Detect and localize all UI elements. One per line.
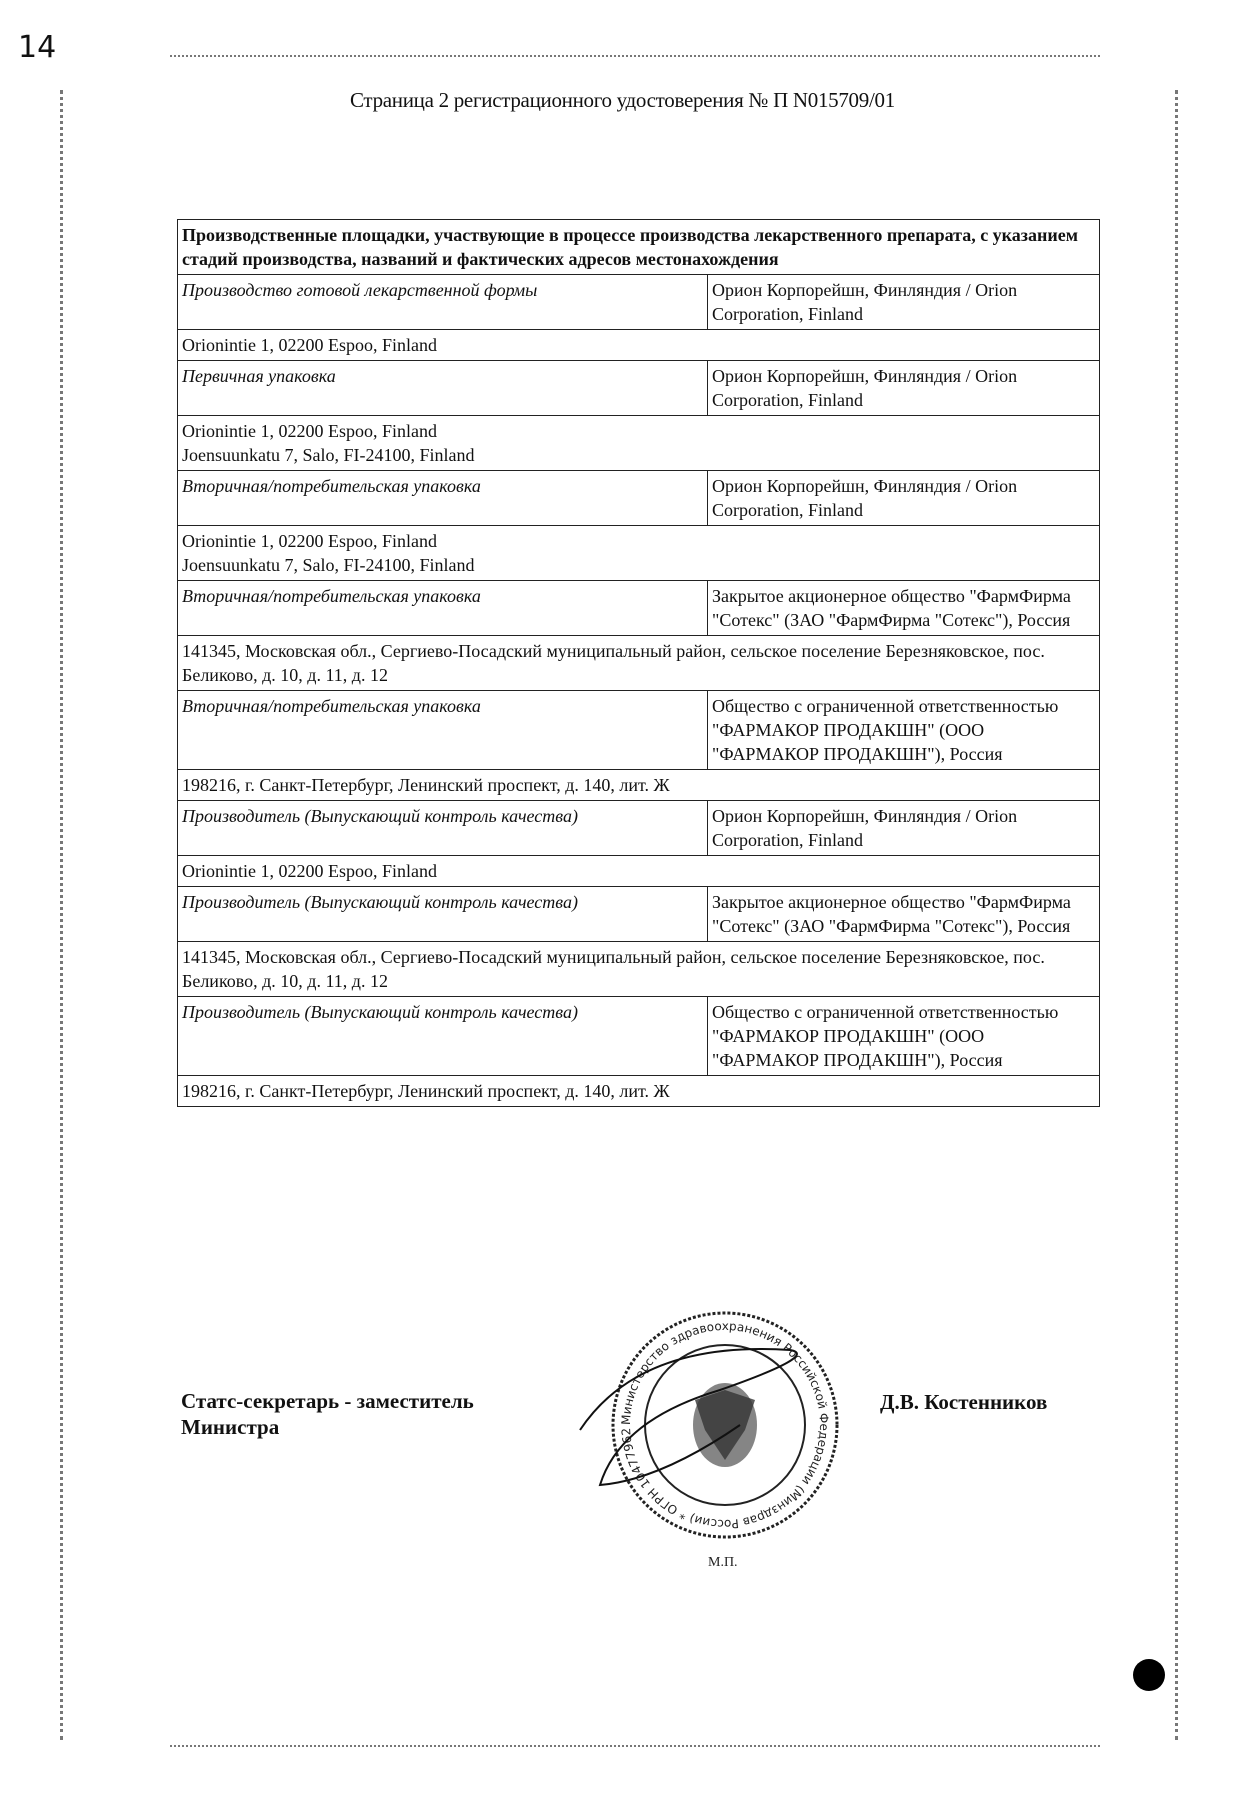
scan-border-top bbox=[170, 55, 1100, 57]
stage-cell: Производитель (Выпускающий контроль качества) bbox=[178, 801, 708, 856]
page-title: Страница 2 регистрационного удостоверения № П N015709/01 bbox=[350, 88, 895, 112]
scan-border-left bbox=[60, 90, 63, 1740]
address-cell: 198216, г. Санкт-Петербург, Ленинский проспект, д. 140, лит. Ж bbox=[178, 770, 1100, 801]
address-cell: Orionintie 1, 02200 Espoo, Finland Joensuunkatu 7, Salo, FI-24100, Finland bbox=[178, 526, 1100, 581]
signatory-position: Статс-секретарь - заместитель Министра bbox=[181, 1389, 474, 1439]
handwritten-page-number: 14 bbox=[18, 30, 57, 65]
table-row-address bbox=[178, 942, 1100, 997]
table-row-stage bbox=[178, 801, 1100, 856]
table-row-address bbox=[178, 526, 1100, 581]
company-cell: Закрытое акционерное общество "ФармФирма "Сотекс" (ЗАО "ФармФирма "Сотекс"), Россия bbox=[708, 581, 1100, 636]
stage-cell: Производитель (Выпускающий контроль качества) bbox=[178, 887, 708, 942]
production-sites-table bbox=[177, 219, 1100, 1107]
scan-border-right bbox=[1175, 90, 1178, 1740]
stage-cell: Первичная упаковка bbox=[178, 361, 708, 416]
official-seal-stamp bbox=[596, 1289, 850, 1575]
table-row-address bbox=[178, 330, 1100, 361]
company-cell: Орион Корпорейшн, Финляндия / Orion Corporation, Finland bbox=[708, 361, 1100, 416]
table-row-address bbox=[178, 856, 1100, 887]
stage-cell: Вторичная/потребительская упаковка bbox=[178, 691, 708, 770]
table-row-address bbox=[178, 636, 1100, 691]
company-cell: Общество с ограниченной ответственностью "ФАРМАКОР ПРОДАКШН" (ООО "ФАРМАКОР ПРОДАКШН"), Россия bbox=[708, 997, 1100, 1076]
table-row-stage bbox=[178, 691, 1100, 770]
stamp-text: Министерство здравоохранения Российской Федерации (Минздрав России) * ОГРН 1047796287826 bbox=[596, 1289, 832, 1532]
table-row-stage bbox=[178, 997, 1100, 1076]
company-cell: Орион Корпорейшн, Финляндия / Orion Corporation, Finland bbox=[708, 275, 1100, 330]
table-row-address bbox=[178, 416, 1100, 471]
company-cell: Орион Корпорейшн, Финляндия / Orion Corporation, Finland bbox=[708, 801, 1100, 856]
table-row-stage bbox=[178, 887, 1100, 942]
table-row-stage bbox=[178, 581, 1100, 636]
address-cell: Orionintie 1, 02200 Espoo, Finland bbox=[178, 856, 1100, 887]
company-cell: Общество с ограниченной ответственностью "ФАРМАКОР ПРОДАКШН" (ООО "ФАРМАКОР ПРОДАКШН"), Россия bbox=[708, 691, 1100, 770]
table-row-stage bbox=[178, 275, 1100, 330]
signatory-name: Д.В. Костенников bbox=[880, 1390, 1048, 1414]
address-cell: 198216, г. Санкт-Петербург, Ленинский проспект, д. 140, лит. Ж bbox=[178, 1076, 1100, 1107]
stage-cell: Вторичная/потребительская упаковка bbox=[178, 471, 708, 526]
scan-border-bottom bbox=[170, 1745, 1100, 1747]
handwritten-signature bbox=[580, 1349, 797, 1485]
table-header-row bbox=[178, 220, 1100, 275]
punch-hole-mark bbox=[1133, 1659, 1165, 1691]
address-cell: 141345, Московская обл., Сергиево-Посадский муниципальный район, сельское поселение Березняковское, пос. Беликово, д. 10, д. 11, д. 12 bbox=[178, 942, 1100, 997]
company-cell: Закрытое акционерное общество "ФармФирма "Сотекс" (ЗАО "ФармФирма "Сотекс"), Россия bbox=[708, 887, 1100, 942]
stage-cell: Производитель (Выпускающий контроль качества) bbox=[178, 997, 708, 1076]
address-cell: 141345, Московская обл., Сергиево-Посадский муниципальный район, сельское поселение Березняковское, пос. Беликово, д. 10, д. 11, д. 12 bbox=[178, 636, 1100, 691]
stamp-mp-label: М.П. bbox=[708, 1555, 738, 1570]
table-row-stage bbox=[178, 471, 1100, 526]
company-cell: Орион Корпорейшн, Финляндия / Orion Corporation, Finland bbox=[708, 471, 1100, 526]
table-row-address bbox=[178, 770, 1100, 801]
address-cell: Orionintie 1, 02200 Espoo, Finland Joensuunkatu 7, Salo, FI-24100, Finland bbox=[178, 416, 1100, 471]
stage-cell: Вторичная/потребительская упаковка bbox=[178, 581, 708, 636]
table-row-stage bbox=[178, 361, 1100, 416]
table-row-address bbox=[178, 1076, 1100, 1107]
address-cell: Orionintie 1, 02200 Espoo, Finland bbox=[178, 330, 1100, 361]
stage-cell: Производство готовой лекарственной формы bbox=[178, 275, 708, 330]
table-header: Производственные площадки, участвующие в процессе производства лекарственного препарата, с указанием стадий производства, названий и фактических адресов местонахождения bbox=[178, 220, 1100, 275]
